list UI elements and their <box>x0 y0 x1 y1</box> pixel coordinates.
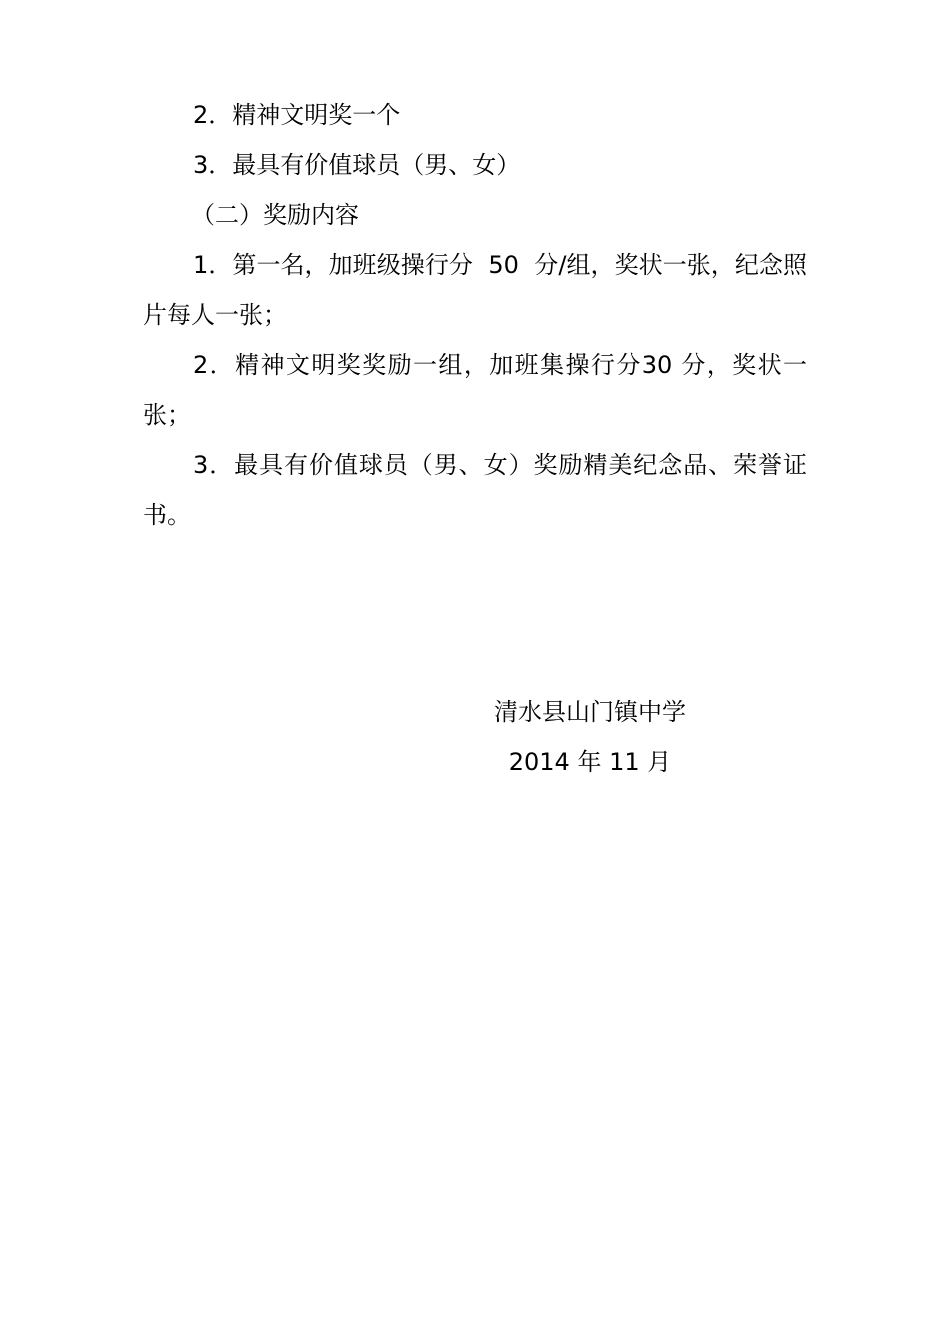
section-heading-rewards: （二）奖励内容 <box>191 201 359 229</box>
reward-item-first-place: 1．第一名，加班级操行分 50 分/组，奖状一张，纪念照片每人一张； <box>143 251 807 329</box>
award-item-mvp: 3．最具有价值球员（男、女） <box>193 151 521 179</box>
signature-organization: 清水县山门镇中学 <box>494 698 686 726</box>
award-item-spirit: 2．精神文明奖一个 <box>193 101 401 129</box>
document-body <box>143 90 807 540</box>
signature-date: 2014 年 11 月 <box>508 748 672 776</box>
reward-item-mvp: 3．最具有价值球员（男、女）奖励精美纪念品、荣誉证书。 <box>143 451 807 529</box>
reward-item-spirit: 2．精神文明奖奖励一组，加班集操行分30 分，奖状一张； <box>143 351 807 429</box>
signature-block <box>440 687 740 787</box>
